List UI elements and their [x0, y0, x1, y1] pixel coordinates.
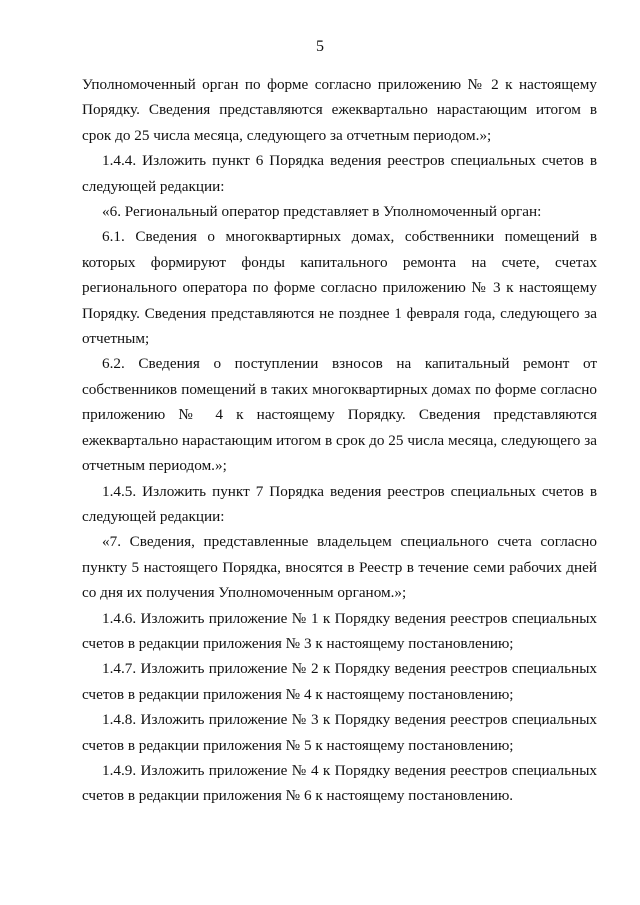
paragraph-continuation: Уполномоченный орган по форме согласно приложению № 2 к настоящему Порядку. Сведения представляются ежеквартально нарастающим итогом в срок до 25 числа месяца, следующего за отчетным периодом.»; — [82, 76, 597, 144]
paragraph-clause-6: «6. Региональный оператор представляет в Уполномоченный орган: — [102, 203, 542, 221]
page-number: 5 — [316, 38, 324, 55]
paragraph-1-4-9: 1.4.9. Изложить приложение № 4 к Порядку ведения реестров специальных счетов в редакции приложения № 6 к настоящему постановлению. — [82, 761, 597, 805]
paragraph-1-4-8: 1.4.8. Изложить приложение № 3 к Порядку ведения реестров специальных счетов в редакции приложения № 5 к настоящему постановлению; — [82, 711, 597, 754]
paragraph-1-4-6: 1.4.6. Изложить приложение № 1 к Порядку ведения реестров специальных счетов в редакции приложения № 3 к настоящему постановлению; — [82, 609, 597, 652]
paragraph-1-4-4: 1.4.4. Изложить пункт 6 Порядка ведения реестров специальных счетов в следующей редакции: — [82, 152, 597, 195]
paragraph-1-4-5: 1.4.5. Изложить пункт 7 Порядка ведения реестров специальных счетов в следующей редакции: — [82, 482, 597, 525]
paragraph-clause-6-1: 6.1. Сведения о многоквартирных домах, собственники помещений в которых формируют фонды капитального ремонта на счете, счетах регионального оператора по форме согласно приложению № 3 к настоящему Порядку. Сведения представляются не позднее 1 февраля года, следующего за отчетным; — [82, 228, 597, 348]
paragraph-1-4-7: 1.4.7. Изложить приложение № 2 к Порядку ведения реестров специальных счетов в редакции приложения № 4 к настоящему постановлению; — [82, 660, 597, 703]
paragraph-clause-7: «7. Сведения, представленные владельцем специального счета согласно пункту 5 настоящего Порядка, вносятся в Реестр в течение семи рабочих дней со дня их получения Уполномоченным органом.»; — [82, 533, 597, 602]
document-body — [82, 72, 597, 809]
paragraph-clause-6-2: 6.2. Сведения о поступлении взносов на капитальный ремонт от собственников помещений в таких многоквартирных домах по форме согласно приложению № 4 к настоящему Порядку. Сведения представляются ежеквартально нарастающим итогом в срок до 25 числа месяца, следующего за отчетным периодом.»; — [82, 355, 597, 475]
